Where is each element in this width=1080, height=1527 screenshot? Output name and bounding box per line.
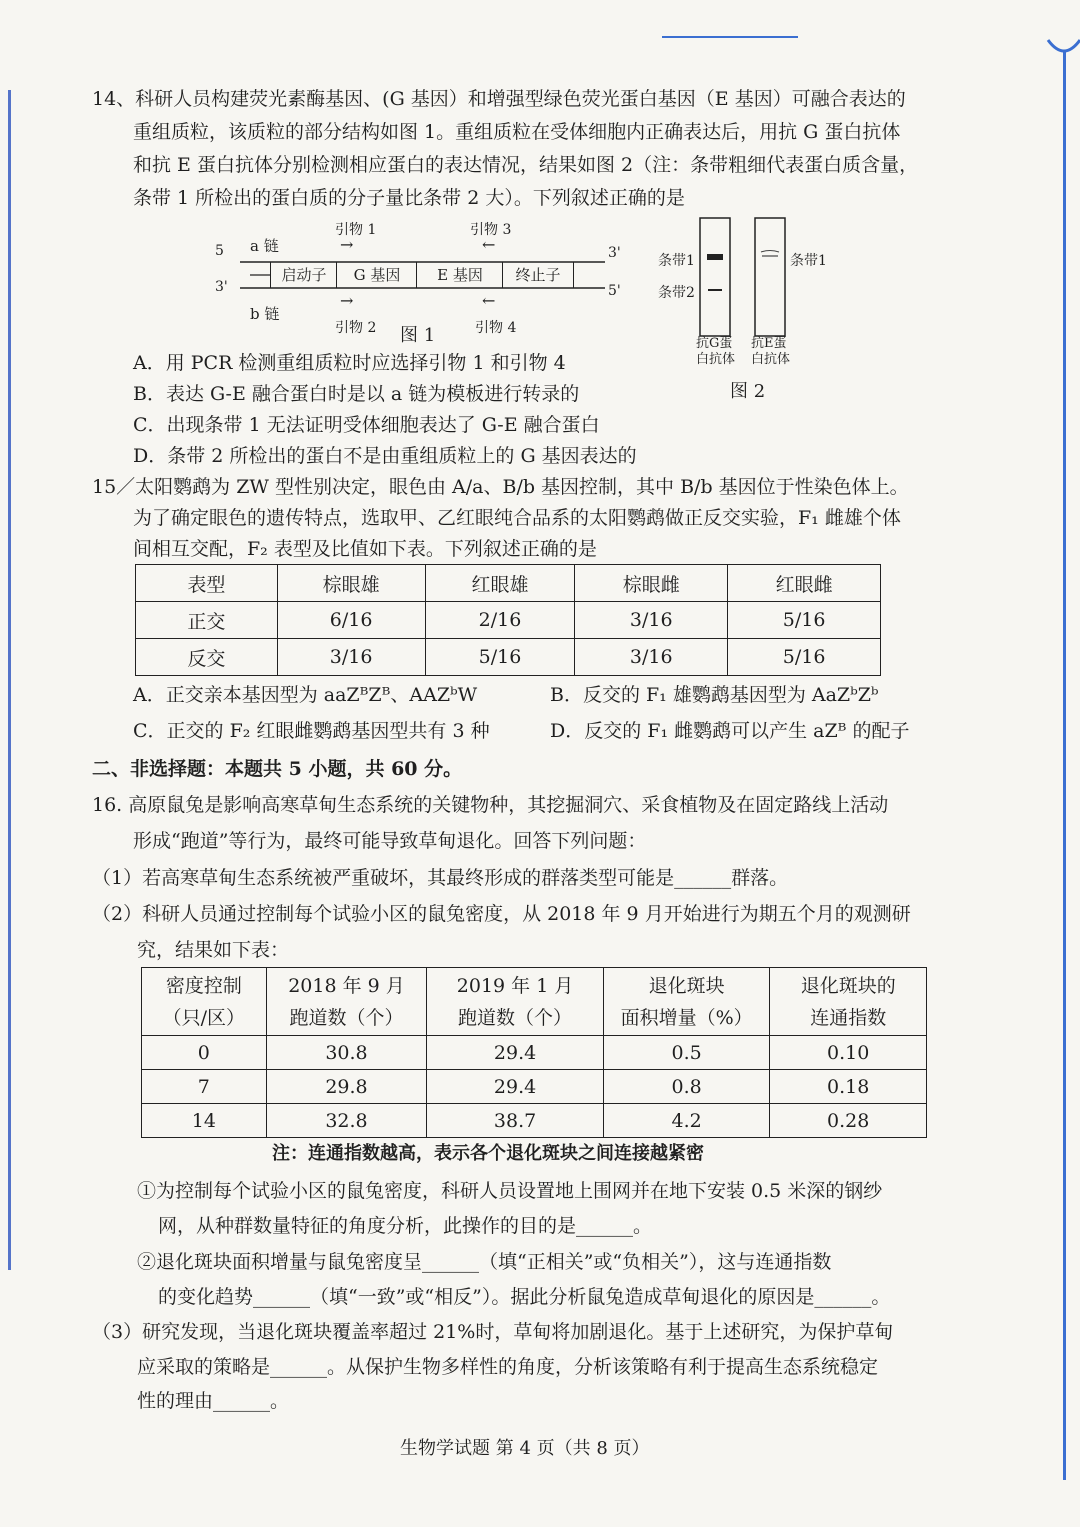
- lane-2-label-a: 抗E蛋: [751, 336, 787, 351]
- q15-option-d: D．反交的 F₁ 雌鹦鹉可以产生 aZᴮ 的配子: [550, 720, 910, 742]
- table-cell: 5/16: [425, 639, 575, 676]
- table-cell: 5/16: [728, 602, 881, 639]
- q16-table: [141, 967, 927, 1138]
- table-row: [142, 1036, 927, 1070]
- table-row: [136, 639, 881, 676]
- lane-1-label-a: 抗G蛋: [696, 336, 733, 351]
- table-header: 2019 年 1 月 跑道数（个）: [427, 968, 604, 1036]
- q16-sub-2-line-2: 的变化趋势______（填“一致”或“相反”）。据此分析鼠兔造成草甸退化的原因是______。: [158, 1286, 891, 1308]
- table-cell: 正交: [136, 602, 278, 639]
- table-header: 红眼雌: [728, 565, 881, 602]
- q16-part-2-line-1: （2）科研人员通过控制每个试验小区的鼠兔密度，从 2018 年 9 月开始进行为期五个月的观测研: [92, 903, 911, 925]
- q16-part-3-line-3: 性的理由______。: [137, 1390, 290, 1412]
- blue-marker-line: [662, 36, 798, 38]
- q16-part-1: （1）若高寒草甸生态系统被严重破坏，其最终形成的群落类型可能是______群落。: [92, 867, 789, 889]
- primer-4-label: 引物 4: [475, 320, 517, 336]
- band-1-label: 条带1: [658, 253, 695, 269]
- q15-line-1: 15／太阳鹦鹉为 ZW 型性别决定，眼色由 A/a、B/b 基因控制，其中 B/b 基因位于性染色体上。: [92, 476, 909, 498]
- table-cell: 5/16: [728, 639, 881, 676]
- q14-option-c: C．出现条带 1 无法证明受体细胞表达了 G-E 融合蛋白: [133, 414, 600, 436]
- table-cell: 反交: [136, 639, 278, 676]
- figure-2-western-blot: [650, 212, 850, 402]
- q14-option-b: B．表达 G-E 融合蛋白时是以 a 链为模板进行转录的: [133, 383, 580, 405]
- table-cell: 6/16: [277, 602, 425, 639]
- table-header-row: [142, 968, 927, 1036]
- q16-part-2-line-2: 究，结果如下表：: [137, 939, 290, 961]
- segment-promoter: 启动子: [270, 262, 337, 288]
- q16-sub-1-line-1: ①为控制每个试验小区的鼠兔密度，科研人员设置地上围网并在地下安装 0.5 米深的钢纱: [137, 1180, 883, 1202]
- segment-e-gene: E 基因: [416, 262, 503, 288]
- table-cell: 3/16: [575, 639, 728, 676]
- table-cell: 0.10: [770, 1036, 927, 1070]
- band-1-right-label: 条带1: [790, 253, 827, 269]
- segment-g-gene: G 基因: [336, 262, 417, 288]
- table-cell: 29.4: [427, 1070, 604, 1104]
- table-cell: 0.8: [603, 1070, 770, 1104]
- lane-1-label-b: 白抗体: [696, 352, 736, 367]
- table-cell: 0.18: [770, 1070, 927, 1104]
- table-cell: 29.4: [427, 1036, 604, 1070]
- three-prime-bottom: 3': [215, 279, 228, 295]
- q14-line-2: 重组质粒，该质粒的部分结构如图 1。重组质粒在受体细胞内正确表达后，用抗 G 蛋白抗体: [133, 121, 901, 143]
- table-row: [142, 1070, 927, 1104]
- q14-option-a: A．用 PCR 检测重组质粒时应选择引物 1 和引物 4: [133, 352, 566, 374]
- q14-option-d: D．条带 2 所检出的蛋白不是由重组质粒上的 G 基因表达的: [133, 445, 637, 467]
- q16-part-3-line-1: （3）研究发现，当退化斑块覆盖率超过 21%时，草甸将加剧退化。基于上述研究，为保护草甸: [92, 1321, 894, 1343]
- q15-table: [135, 564, 881, 676]
- three-prime-top: 3': [608, 245, 621, 261]
- primer-3-arrow: ←: [482, 235, 496, 254]
- figure-2-caption: 图 2: [730, 381, 766, 402]
- table-cell: 32.8: [266, 1104, 427, 1138]
- q16-part-3-line-2: 应采取的策略是______。从保护生物多样性的角度，分析该策略有利于提高生态系统稳定: [137, 1356, 879, 1378]
- figure-1-caption: 图 1: [400, 325, 436, 346]
- q14-line-3: 和抗 E 蛋白抗体分别检测相应蛋白的表达情况，结果如图 2（注：条带粗细代表蛋白质含量，: [133, 154, 919, 176]
- blue-margin-line-right: [1063, 50, 1066, 1480]
- primer-1-arrow: →: [340, 235, 354, 254]
- five-prime-top: 5: [215, 243, 224, 259]
- primer-2-arrow: →: [340, 291, 354, 310]
- table-cell: 3/16: [277, 639, 425, 676]
- primer-4-arrow: ←: [482, 291, 496, 310]
- primer-2-label: 引物 2: [335, 320, 377, 336]
- lane-2-label-b: 白抗体: [751, 352, 791, 367]
- table-cell: 0.5: [603, 1036, 770, 1070]
- blue-margin-line-left: [8, 90, 11, 1270]
- table-cell: 14: [142, 1104, 267, 1138]
- band-2-label: 条带2: [658, 285, 695, 301]
- b-chain-label: b 链: [250, 305, 280, 323]
- table-cell: 2/16: [425, 602, 575, 639]
- table-header-row: [136, 565, 881, 602]
- page-footer: 生物学试题 第 4 页（共 8 页）: [400, 1438, 650, 1459]
- q15-line-2: 为了确定眼色的遗传特点，选取甲、乙红眼纯合品系的太阳鹦鹉做正反交实验，F₁ 雌雄个体: [133, 507, 901, 529]
- table-cell: 30.8: [266, 1036, 427, 1070]
- hook-mark-icon: [1044, 36, 1080, 66]
- q16-sub-1-line-2: 网，从种群数量特征的角度分析，此操作的目的是______。: [158, 1215, 653, 1237]
- segment-terminator: 终止子: [502, 262, 574, 288]
- table-row: [142, 1104, 927, 1138]
- table-header: 红眼雄: [425, 565, 575, 602]
- table-header: 退化斑块的 连通指数: [770, 968, 927, 1036]
- table-cell: 0.28: [770, 1104, 927, 1138]
- q15-option-b: B．反交的 F₁ 雄鹦鹉基因型为 AaZᵇZᵇ: [550, 684, 879, 706]
- table-header: 密度控制 （只/区）: [142, 968, 267, 1036]
- q14-line-1: 14、科研人员构建荧光素酶基因、(G 基因）和增强型绿色荧光蛋白基因（E 基因）可融合表达的: [92, 88, 906, 110]
- q15-option-c: C．正交的 F₂ 红眼雌鹦鹉基因型共有 3 种: [133, 720, 490, 742]
- table-cell: 38.7: [427, 1104, 604, 1138]
- q15-line-3: 间相互交配，F₂ 表型及比值如下表。下列叙述正确的是: [133, 538, 597, 560]
- q15-option-a: A．正交亲本基因型为 aaZᴮZᴮ、AAZᵇW: [133, 684, 478, 706]
- table-header: 棕眼雄: [277, 565, 425, 602]
- table-header: 表型: [136, 565, 278, 602]
- table-header: 2018 年 9 月 跑道数（个）: [266, 968, 427, 1036]
- table-cell: 4.2: [603, 1104, 770, 1138]
- table-header: 棕眼雌: [575, 565, 728, 602]
- table-row: [136, 602, 881, 639]
- section-2-heading: 二、非选择题：本题共 5 小题，共 60 分。: [92, 758, 463, 780]
- table-cell: 29.8: [266, 1070, 427, 1104]
- a-chain-label: a 链: [250, 237, 279, 255]
- table-cell: 3/16: [575, 602, 728, 639]
- q14-line-4: 条带 1 所检出的蛋白质的分子量比条带 2 大）。下列叙述正确的是: [133, 187, 685, 209]
- primer-1-label: 引物 1: [335, 222, 377, 238]
- table-header: 退化斑块 面积增量（%）: [603, 968, 770, 1036]
- figure-1-plasmid-structure: [210, 215, 630, 345]
- primer-3-label: 引物 3: [470, 222, 512, 238]
- q16-sub-2-line-1: ②退化斑块面积增量与鼠兔密度呈______（填“正相关”或“负相关”），这与连通指数: [137, 1251, 832, 1273]
- table-cell: 7: [142, 1070, 267, 1104]
- table-cell: 0: [142, 1036, 267, 1070]
- five-prime-bottom: 5': [608, 283, 621, 299]
- q16-line-2: 形成“跑道”等行为，最终可能导致草甸退化。回答下列问题：: [133, 830, 647, 852]
- q16-line-1: 16. 高原鼠兔是影响高寒草甸生态系统的关键物种，其挖掘洞穴、采食植物及在固定路线上活动: [92, 794, 889, 816]
- q16-table-note: 注：连通指数越高，表示各个退化斑块之间连接越紧密: [272, 1143, 704, 1164]
